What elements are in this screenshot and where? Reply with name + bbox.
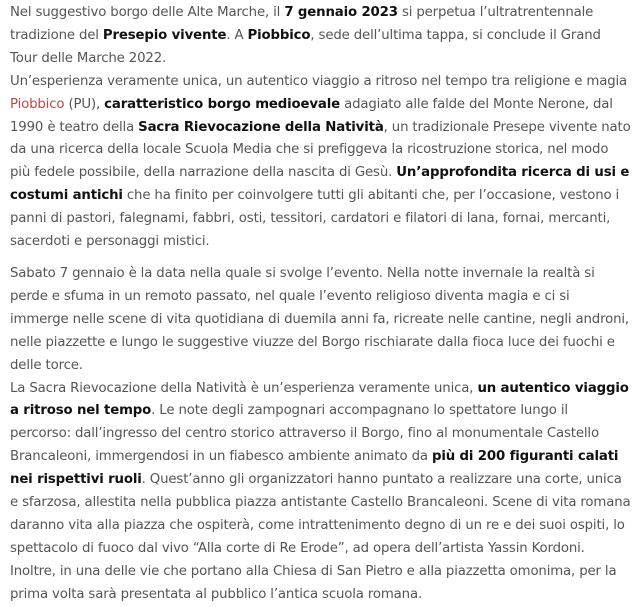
bold-ricerca-usi-costumi: Un’approfondita ricerca di usi e costumi antichi: [10, 165, 630, 204]
text: Nel suggestivo borgo delle Alte Marche, il: [10, 5, 285, 20]
bold-figuranti: più di 200 figuranti calati nei rispettivi ruoli: [10, 449, 619, 488]
paragraph-event-date: [10, 263, 632, 378]
text: Sabato 7 gennaio è la data nella quale si svolge l’evento. Nella notte invernale la realtà si perde e sfuma in un remoto passato, nel quale l’evento religioso diventa magia e ci si immerge nelle scene di vita quotidiana di duemila anni fa, ricreate nelle cantine, negli androni, nelle piazzette e lungo le suggestive viuzze del Borgo rischiarate dalla fioca luce dei fuochi e delle torce.: [10, 265, 630, 373]
text: che ha finito per coinvolgere tutti gli abitanti che, per l’occasione, vestono i panni di pastori, falegnami, fabbri, osti, tessitori, cardatori e filatori di lana, fornai, mercanti, sacerdoti e personaggi mistici.: [10, 188, 620, 250]
text: si perpetua l’ultratrentennale tradizione del: [10, 5, 594, 43]
paragraph-intro: [10, 2, 632, 71]
paragraph-experience: [10, 378, 632, 607]
text: La Sacra Rievocazione della Natività è un’esperienza veramente unica,: [10, 380, 478, 396]
piobbico-link[interactable]: Piobbico: [10, 96, 65, 112]
text: , sede dell’ultima tappa, si conclude il Grand Tour delle Marche 2022.: [10, 27, 601, 66]
text: . A: [226, 27, 248, 43]
text: , un tradizionale Presepe vivente nato da una ricerca della locale Scuola Media che si prefiggeva la ricostruzione storica, nel modo più fedele possibile, della narrazione della nascita di Gesù.: [10, 119, 631, 181]
text: . Le note degli zampognari accompagnano lo spettatore lungo il percorso: dall’ingresso del centro storico attraverso il Borgo, fino al monumentale Castello Brancaleoni, immergendosi in un fiabesco ambiente animato da: [10, 403, 599, 465]
text: adagiato alle falde del Monte Nerone, dal 1990 è teatro della: [10, 96, 613, 135]
text: (PU),: [64, 96, 105, 112]
bold-viaggio-ritroso: un autentico viaggio a ritroso nel tempo: [10, 380, 629, 419]
bold-sacra-rievocazione: Sacra Rievocazione della Natività: [138, 119, 384, 135]
text: Un’esperienza veramente unica, un autentico viaggio a ritroso nel tempo tra religione e magia: [10, 73, 628, 89]
bold-borgo-medioevale: caratteristico borgo medioevale: [104, 96, 341, 112]
text: . Quest’anno gli organizzatori hanno puntato a realizzare una corte, unica e sfarzosa, allestita nella pubblica piazza antistante Castello Brancaleoni. Scene di vita romana daranno vita alla piazza che ospiterà, come intrattenimento degno di un re e dei suoi ospiti, lo spettacolo di fuoco dal vivo “Alla corte di Re Erode”, ad opera dell’artista Yassin Kordoni. Inoltre, in una delle vie che portano alla Chiesa di San Pietro e alla piazzetta omonima, per la prima volta sarà presentata al pubblico l’antica scuola romana.: [10, 472, 631, 602]
paragraph-description: [10, 71, 632, 254]
bold-piobbico: Piobbico: [247, 27, 311, 43]
bold-date: 7 gennaio 2023: [284, 5, 398, 20]
article-body: [10, 2, 632, 607]
bold-presepio-vivente: Presepio vivente: [102, 27, 227, 43]
